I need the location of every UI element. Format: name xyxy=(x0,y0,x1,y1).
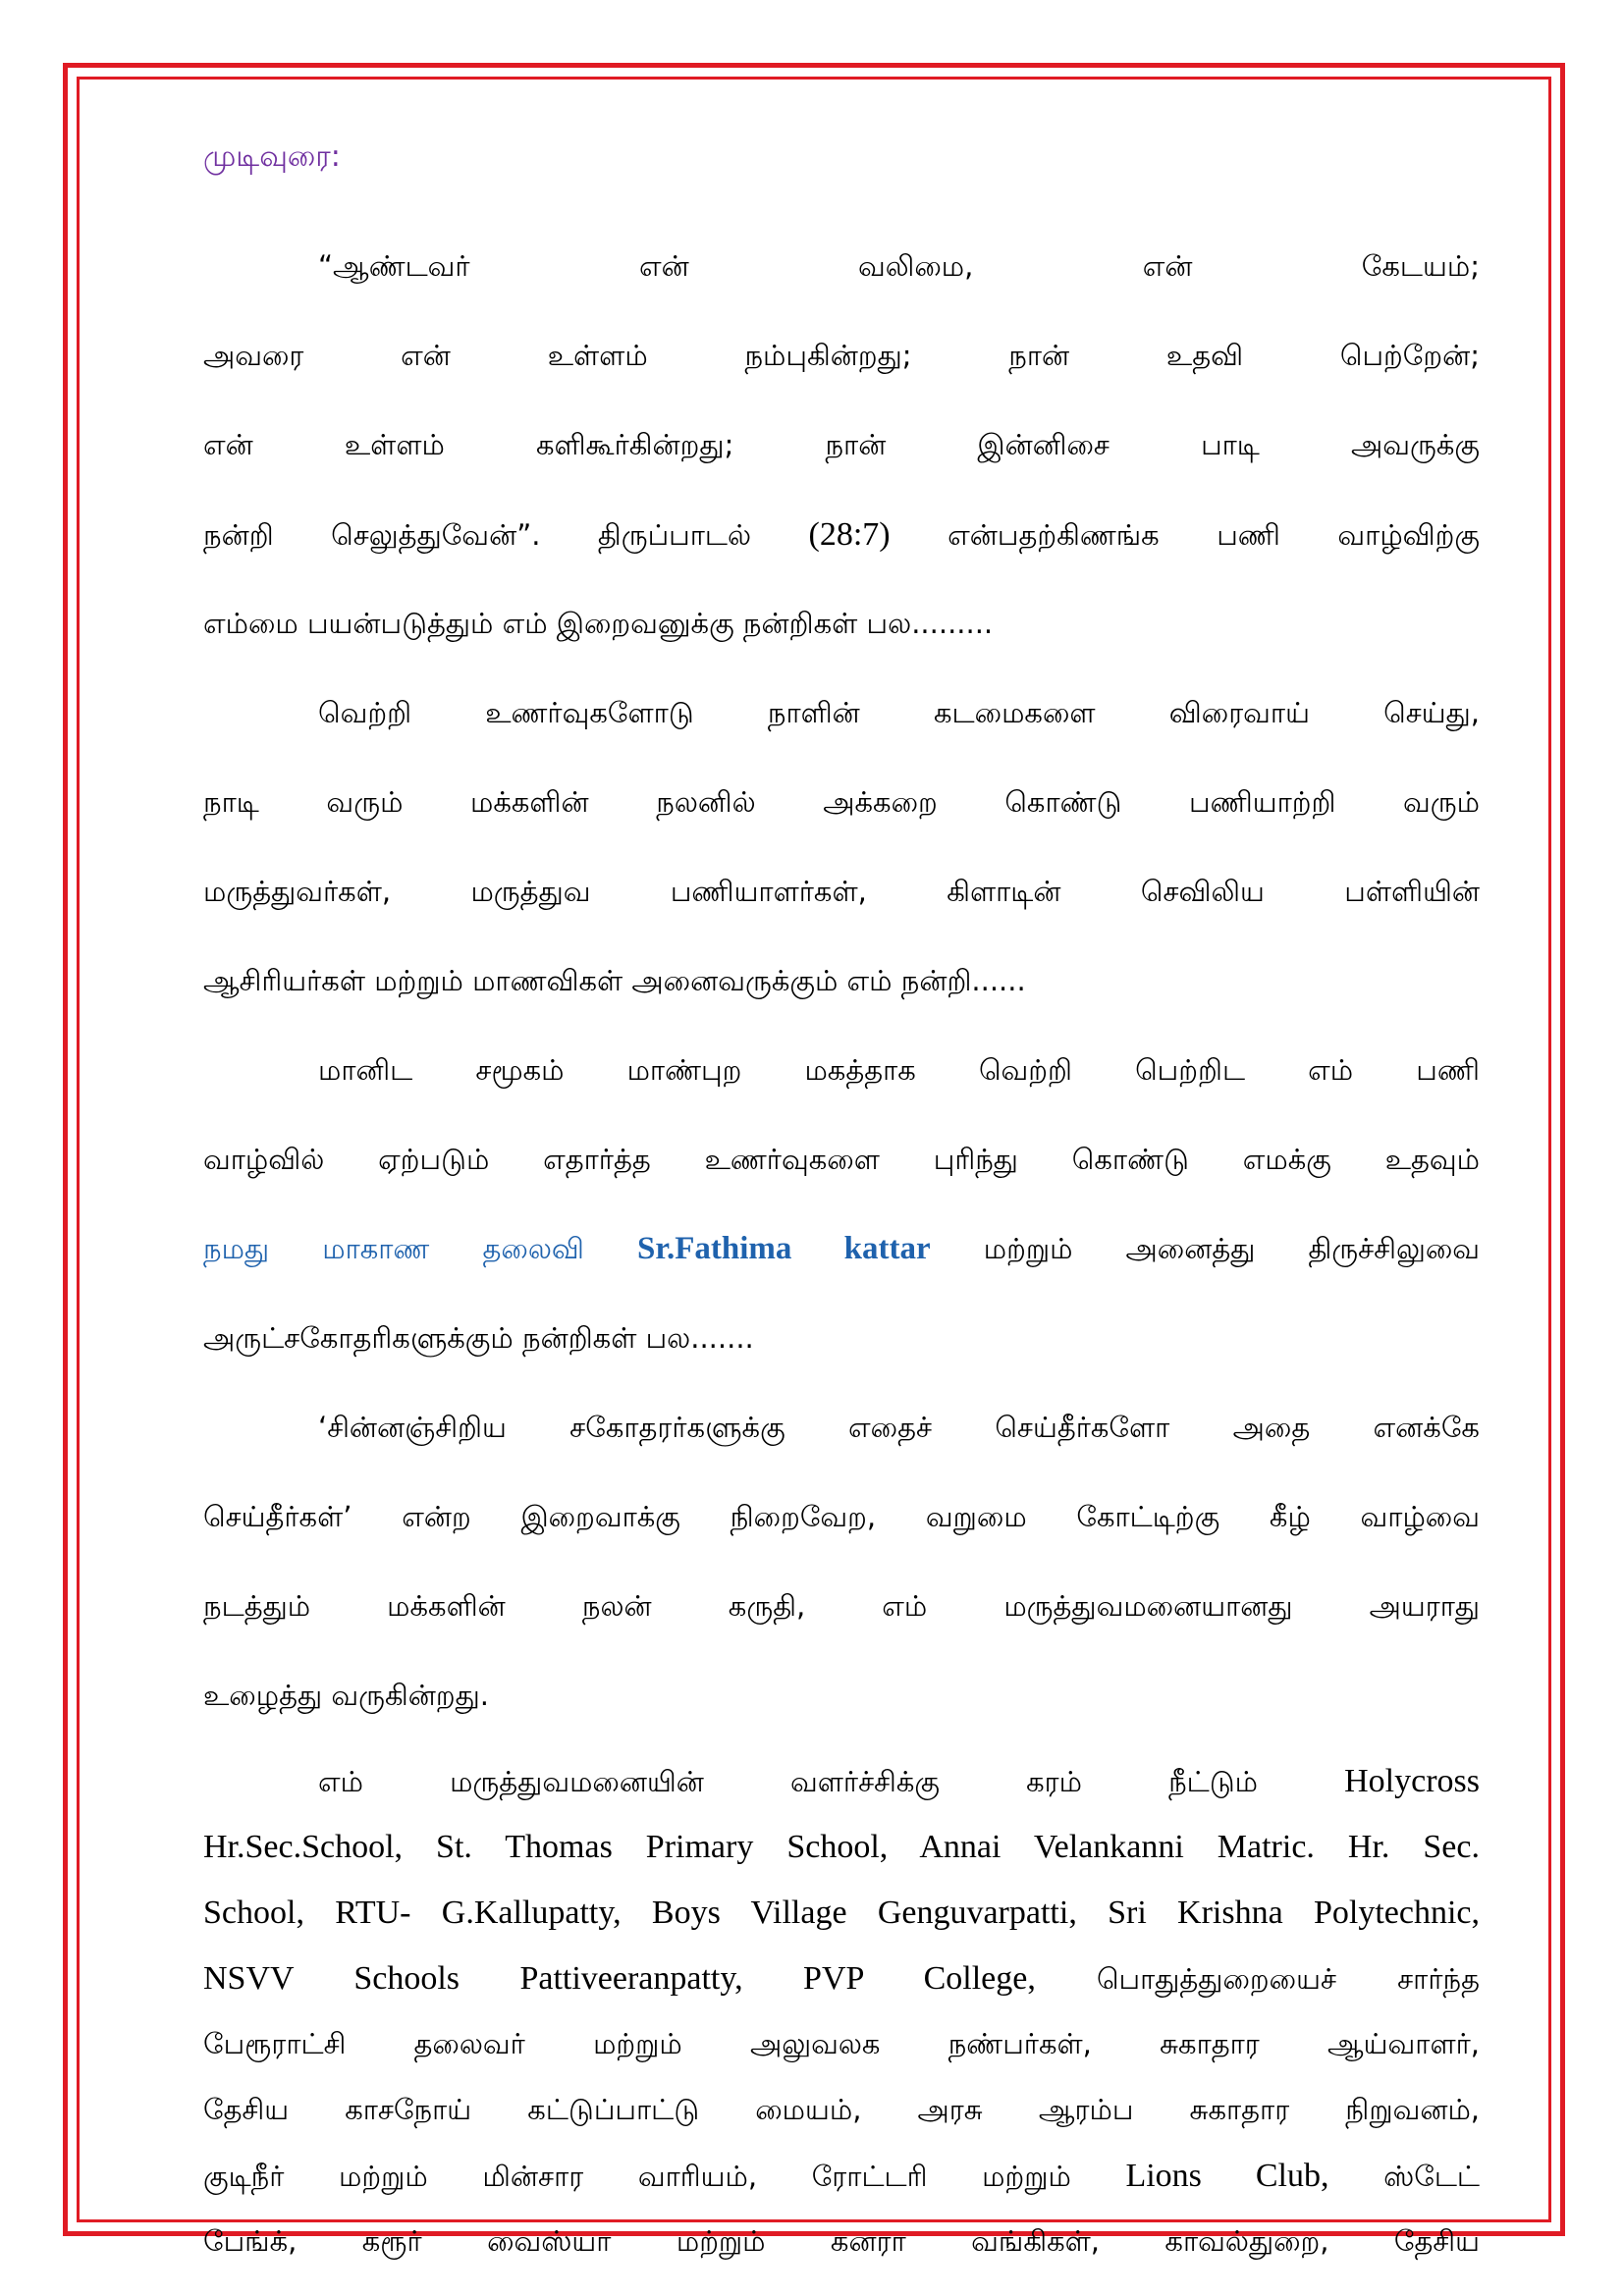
text-line: Hr.Sec.School, St. Thomas Primary School, Annai Velankanni Matric. Hr. Sec. xyxy=(203,1829,1480,1865)
text-line: School, RTU- G.Kallupatty, Boys Village Genguvarpatti, Sri Krishna Polytechnic, xyxy=(203,1895,1480,1931)
text-line: “ஆண்டவர் என் வலிமை, என் கேடயம்; xyxy=(318,249,1480,283)
paragraph-3 xyxy=(203,1026,1480,1383)
text-segment: ஸ்டேட் xyxy=(1383,2160,1481,2193)
text-line: வெற்றி உணர்வுகளோடு நாளின் கடமைகளை விரைவாய் செய்து, xyxy=(318,696,1480,729)
text-line: நாடி வரும் மக்களின் நலனில் அக்கறை கொண்டு பணியாற்றி வரும் xyxy=(203,785,1480,819)
text-line: வாழ்வில் ஏற்படும் எதார்த்த உணர்வுகளை புரிந்து கொண்டு எமக்கு உதவும் xyxy=(203,1143,1480,1176)
text-line xyxy=(203,1748,1480,1814)
text-segment: Lions Club, xyxy=(1125,2158,1329,2194)
text-segment: (28:7) xyxy=(808,516,891,553)
text-segment: குடிநீர் மற்றும் மின்சார வாரியம், ரோட்டரி மற்றும் xyxy=(203,2160,1071,2193)
text-line xyxy=(203,490,1480,579)
text-line: எம்மை பயன்படுத்தும் எம் இறைவனுக்கு நன்றிகள் பல......... xyxy=(203,607,994,640)
text-line xyxy=(203,1946,1480,2011)
text-line: அருட்சகோதரிகளுக்கும் நன்றிகள் பல....... xyxy=(203,1321,754,1355)
text-line: நடத்தும் மக்களின் நலன் கருதி, எம் மருத்துவமனையானது அயராது xyxy=(203,1589,1480,1623)
text-line: அவரை என் உள்ளம் நம்புகின்றது; நான் உதவி பெற்றேன்; xyxy=(203,339,1480,372)
text-line: ஆசிரியர்கள் மற்றும் மாணவிகள் அனைவருக்கும் எம் நன்றி...... xyxy=(203,964,1026,997)
text-line: என் உள்ளம் களிகூர்கின்றது; நான் இன்னிசை பாடி அவருக்கு xyxy=(203,428,1480,461)
text-segment: நன்றி செலுத்துவேன்”. திருப்பாடல் xyxy=(203,518,752,552)
text-segment: எம் மருத்துவமனையின் வளர்ச்சிக்கு கரம் நீட்டும் xyxy=(318,1765,1258,1798)
text-line xyxy=(203,2143,1480,2209)
text-line: ‘சின்னஞ்சிறிய சகோதரர்களுக்கு எதைச் செய்தீர்களோ அதை எனக்கே xyxy=(318,1411,1480,1444)
text-segment: NSVV Schools Pattiveeranpatty, PVP College, xyxy=(203,1960,1036,1997)
text-segment: Holycross xyxy=(1344,1763,1480,1799)
text-segment: மற்றும் அனைத்து திருச்சிலுவை xyxy=(983,1232,1481,1265)
text-line: பேரூராட்சி தலைவர் மற்றும் அலுவலக நண்பர்கள், சுகாதார ஆய்வாளர், xyxy=(203,2027,1480,2060)
paragraph-1 xyxy=(203,222,1480,668)
name-highlight: Sr.Fathima kattar xyxy=(637,1231,931,1266)
paragraph-4 xyxy=(203,1383,1480,1740)
text-line xyxy=(203,1204,1480,1294)
document-body xyxy=(203,135,1480,2274)
text-line: மானிட சமூகம் மாண்புற மகத்தாக வெற்றி பெற்றிட எம் பணி xyxy=(318,1053,1480,1087)
paragraph-5 xyxy=(203,1748,1480,2274)
text-line: மருத்துவர்கள், மருத்துவ பணியாளர்கள், கிளாடின் செவிலிய பள்ளியின் xyxy=(203,875,1480,908)
text-segment: பொதுத்துறையைச் சார்ந்த xyxy=(1096,1962,1480,1996)
text-line: செய்தீர்கள்’ என்ற இறைவாக்கு நிறைவேற, வறுமை கோட்டிற்கு கீழ் வாழ்வை xyxy=(203,1500,1480,1533)
text-line: பேங்க், கரூர் வைஸ்யா மற்றும் கனரா வங்கிகள், காவல்துறை, தேசிய xyxy=(203,2224,1480,2258)
text-segment: என்பதற்கிணங்க பணி வாழ்விற்கு xyxy=(947,518,1480,552)
text-line: உழைத்து வருகின்றது. xyxy=(203,1679,489,1712)
page-heading: முடிவுரை: xyxy=(203,139,341,174)
text-line: தேசிய காசநோய் கட்டுப்பாட்டு மையம், அரசு ஆரம்ப சுகாதார நிறுவனம், xyxy=(203,2093,1480,2126)
text-segment: நமது மாகாண தலைவி xyxy=(203,1232,584,1265)
paragraph-2 xyxy=(203,668,1480,1026)
